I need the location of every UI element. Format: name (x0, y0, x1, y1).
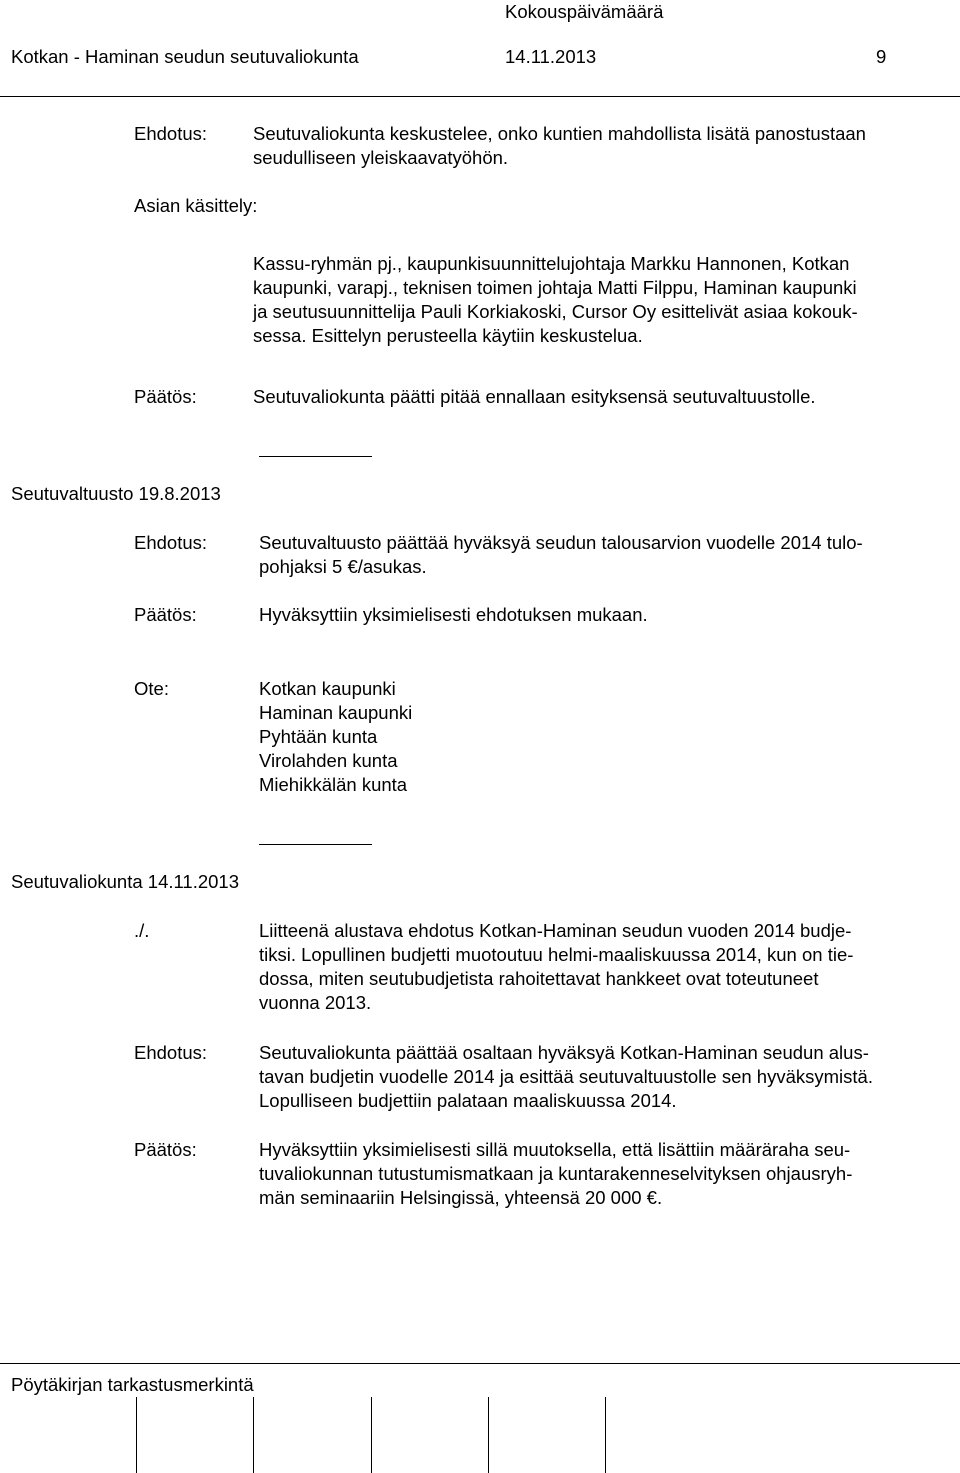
footer-top-border (0, 1363, 960, 1364)
ote-recipient: Miehikkälän kunta (259, 774, 408, 795)
paatos-label: Päätös: (134, 386, 197, 407)
signature-cell-divider (488, 1397, 489, 1473)
paatos-text: Hyväksyttiin yksimielisesti sillä muutoksella, että lisättiin määräraha seu- tuvaliokunnan tutustumismatkaan ja kuntarakenneselvityksen ohjausryh- män seminaariin Helsingissä, yhteensä 20 000 €. (259, 1139, 853, 1208)
ote-label: Ote: (134, 678, 169, 699)
meeting-date: 14.11.2013 (505, 46, 597, 67)
signature-cell-divider (136, 1397, 137, 1473)
signature-box (0, 1363, 960, 1473)
signature-cell-divider (605, 1397, 606, 1473)
ehdotus-label: Ehdotus: (134, 123, 208, 144)
ote-recipient: Pyhtään kunta (259, 726, 378, 747)
section-heading-seutuvaliokunta: Seutuvaliokunta 14.11.2013 (11, 871, 240, 892)
page-number: 9 (876, 46, 887, 67)
paatos-text: Seutuvaliokunta päätti pitää ennallaan esityksensä seutuvaltuustolle. (253, 386, 816, 407)
ehdotus-text: Seutuvaltuusto päättää hyväksyä seudun talousarvion vuodelle 2014 tulo- pohjaksi 5 €/asukas. (259, 532, 863, 577)
ote-recipient: Kotkan kaupunki (259, 678, 396, 699)
meeting-date-label: Kokouspäivämäärä (505, 1, 664, 22)
attachment-text: Liitteenä alustava ehdotus Kotkan-Haminan seudun vuoden 2014 budje- tiksi. Lopullinen budjetti muotoutuu helmi-maaliskuussa 2014, kun on tie- dossa, miten seutubudjetista rahoitettavat hankkeet ovat toteutuneet vuonna 2013. (259, 920, 854, 1013)
ehdotus-text: Seutuvaliokunta päättää osaltaan hyväksyä Kotkan-Haminan seudun alus- tavan budjetin vuodelle 2014 ja esittää seutuvaltuustolle sen hyväksymistä. Lopulliseen budjettiin palataan maaliskuussa 2014. (259, 1042, 873, 1111)
header-divider (0, 96, 960, 97)
attachment-marker: ./. (134, 920, 150, 941)
ehdotus-text: Seutuvaliokunta keskustelee, onko kuntien mahdollista lisätä panostustaan seudulliseen yleiskaavatyöhön. (253, 123, 866, 168)
section-heading-seutuvaltuusto: Seutuvaltuusto 19.8.2013 (11, 483, 221, 504)
paatos-label: Päätös: (134, 604, 197, 625)
paatos-text: Hyväksyttiin yksimielisesti ehdotuksen mukaan. (259, 604, 648, 625)
signature-cell-divider (253, 1397, 254, 1473)
kasittely-text: Kassu-ryhmän pj., kaupunkisuunnittelujohtaja Markku Hannonen, Kotkan kaupunki, varapj., teknisen toimen johtaja Matti Filppu, Haminan kaupunki ja seutusuunnittelija Pauli Korkiakoski, Cursor Oy esittelivät asiaa kokouk- sessa. Esittelyn perusteella käytiin keskustelua. (253, 253, 858, 346)
ote-recipient: Virolahden kunta (259, 750, 398, 771)
ote-recipient: Haminan kaupunki (259, 702, 413, 723)
ehdotus-label: Ehdotus: (134, 532, 208, 553)
organization-name: Kotkan - Haminan seudun seutuvaliokunta (11, 46, 359, 67)
signature-cell-divider (371, 1397, 372, 1473)
asian-kasittely-label: Asian käsittely: (134, 195, 258, 216)
section-separator (259, 456, 372, 457)
paatos-label: Päätös: (134, 1139, 197, 1160)
footer-label: Pöytäkirjan tarkastusmerkintä (11, 1374, 254, 1395)
ehdotus-label: Ehdotus: (134, 1042, 208, 1063)
section-separator (259, 844, 372, 845)
